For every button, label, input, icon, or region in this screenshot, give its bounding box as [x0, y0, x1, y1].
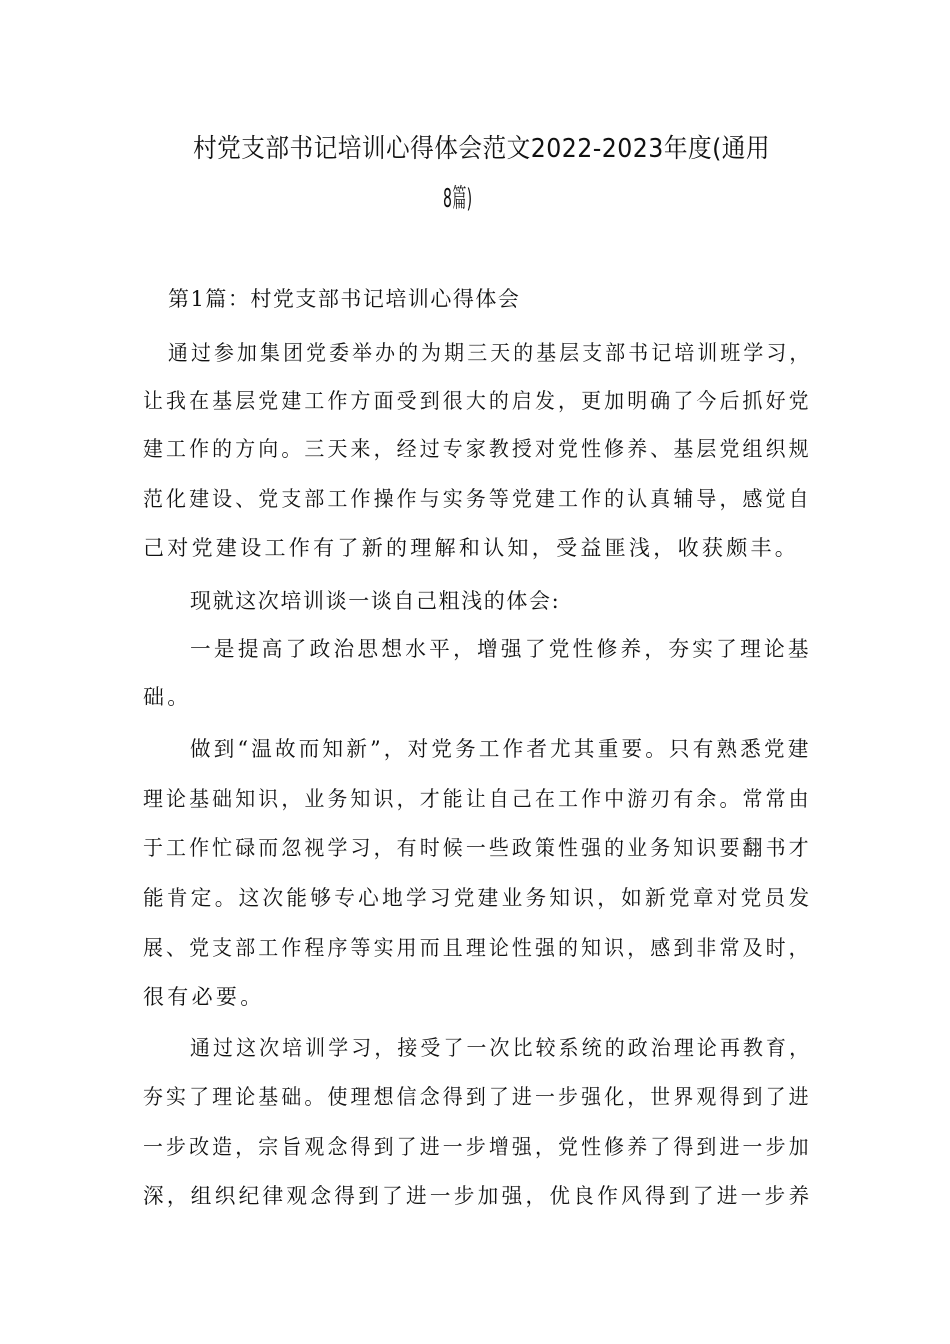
paragraph-line: 能肯定。这次能够专心地学习党建业务知识，如新党章对党员发 [143, 886, 813, 910]
section-heading: 第1篇：村党支部书记培训心得体会 [168, 287, 521, 311]
paragraph-line: 础。 [143, 685, 192, 709]
paragraph-line: 现就这次培训谈一谈自己粗浅的体会: [190, 589, 561, 613]
paragraph-line: 一是提高了政治思想水平，增强了党性修养，夯实了理论基 [190, 637, 812, 661]
paragraph-line: 己对党建设工作有了新的理解和认知，受益匪浅，收获颇丰。 [143, 536, 800, 560]
paragraph-line: 夯实了理论基础。使理想信念得到了进一步强化，世界观得到了进 [143, 1085, 812, 1109]
paragraph-line: 一步改造，宗旨观念得到了进一步增强，党性修养了得到进一步加 [143, 1135, 812, 1159]
document-title-line-1: 村党支部书记培训心得体会范文2022-2023年度(通用 [193, 134, 771, 164]
paragraph-line: 建工作的方向。三天来，经过专家教授对党性修养、基层党组织规 [143, 437, 812, 461]
paragraph-line: 深，组织纪律观念得到了进一步加强，优良作风得到了进一步养 [143, 1184, 813, 1208]
paragraph-line: 做到“温故而知新”，对党务工作者尤其重要。只有熟悉党建 [190, 737, 812, 761]
document-title-line-2: 8篇) [443, 184, 473, 214]
paragraph-line: 很有必要。 [143, 985, 265, 1009]
paragraph-line: 范化建设、党支部工作操作与实务等党建工作的认真辅导，感觉自 [143, 487, 812, 511]
paragraph-line: 通过这次培训学习，接受了一次比较系统的政治理论再教育， [190, 1036, 813, 1060]
paragraph-line: 通过参加集团党委举办的为期三天的基层支部书记培训班学习， [168, 341, 813, 365]
paragraph-line: 于工作忙碌而忽视学习，有时候一些政策性强的业务知识要翻书才 [143, 836, 812, 860]
paragraph-line: 让我在基层党建工作方面受到很大的启发，更加明确了今后抓好党 [143, 389, 812, 413]
paragraph-line: 展、党支部工作程序等实用而且理论性强的知识，感到非常及时， [143, 936, 812, 960]
paragraph-line: 理论基础知识，业务知识，才能让自己在工作中游刃有余。常常由 [143, 787, 812, 811]
